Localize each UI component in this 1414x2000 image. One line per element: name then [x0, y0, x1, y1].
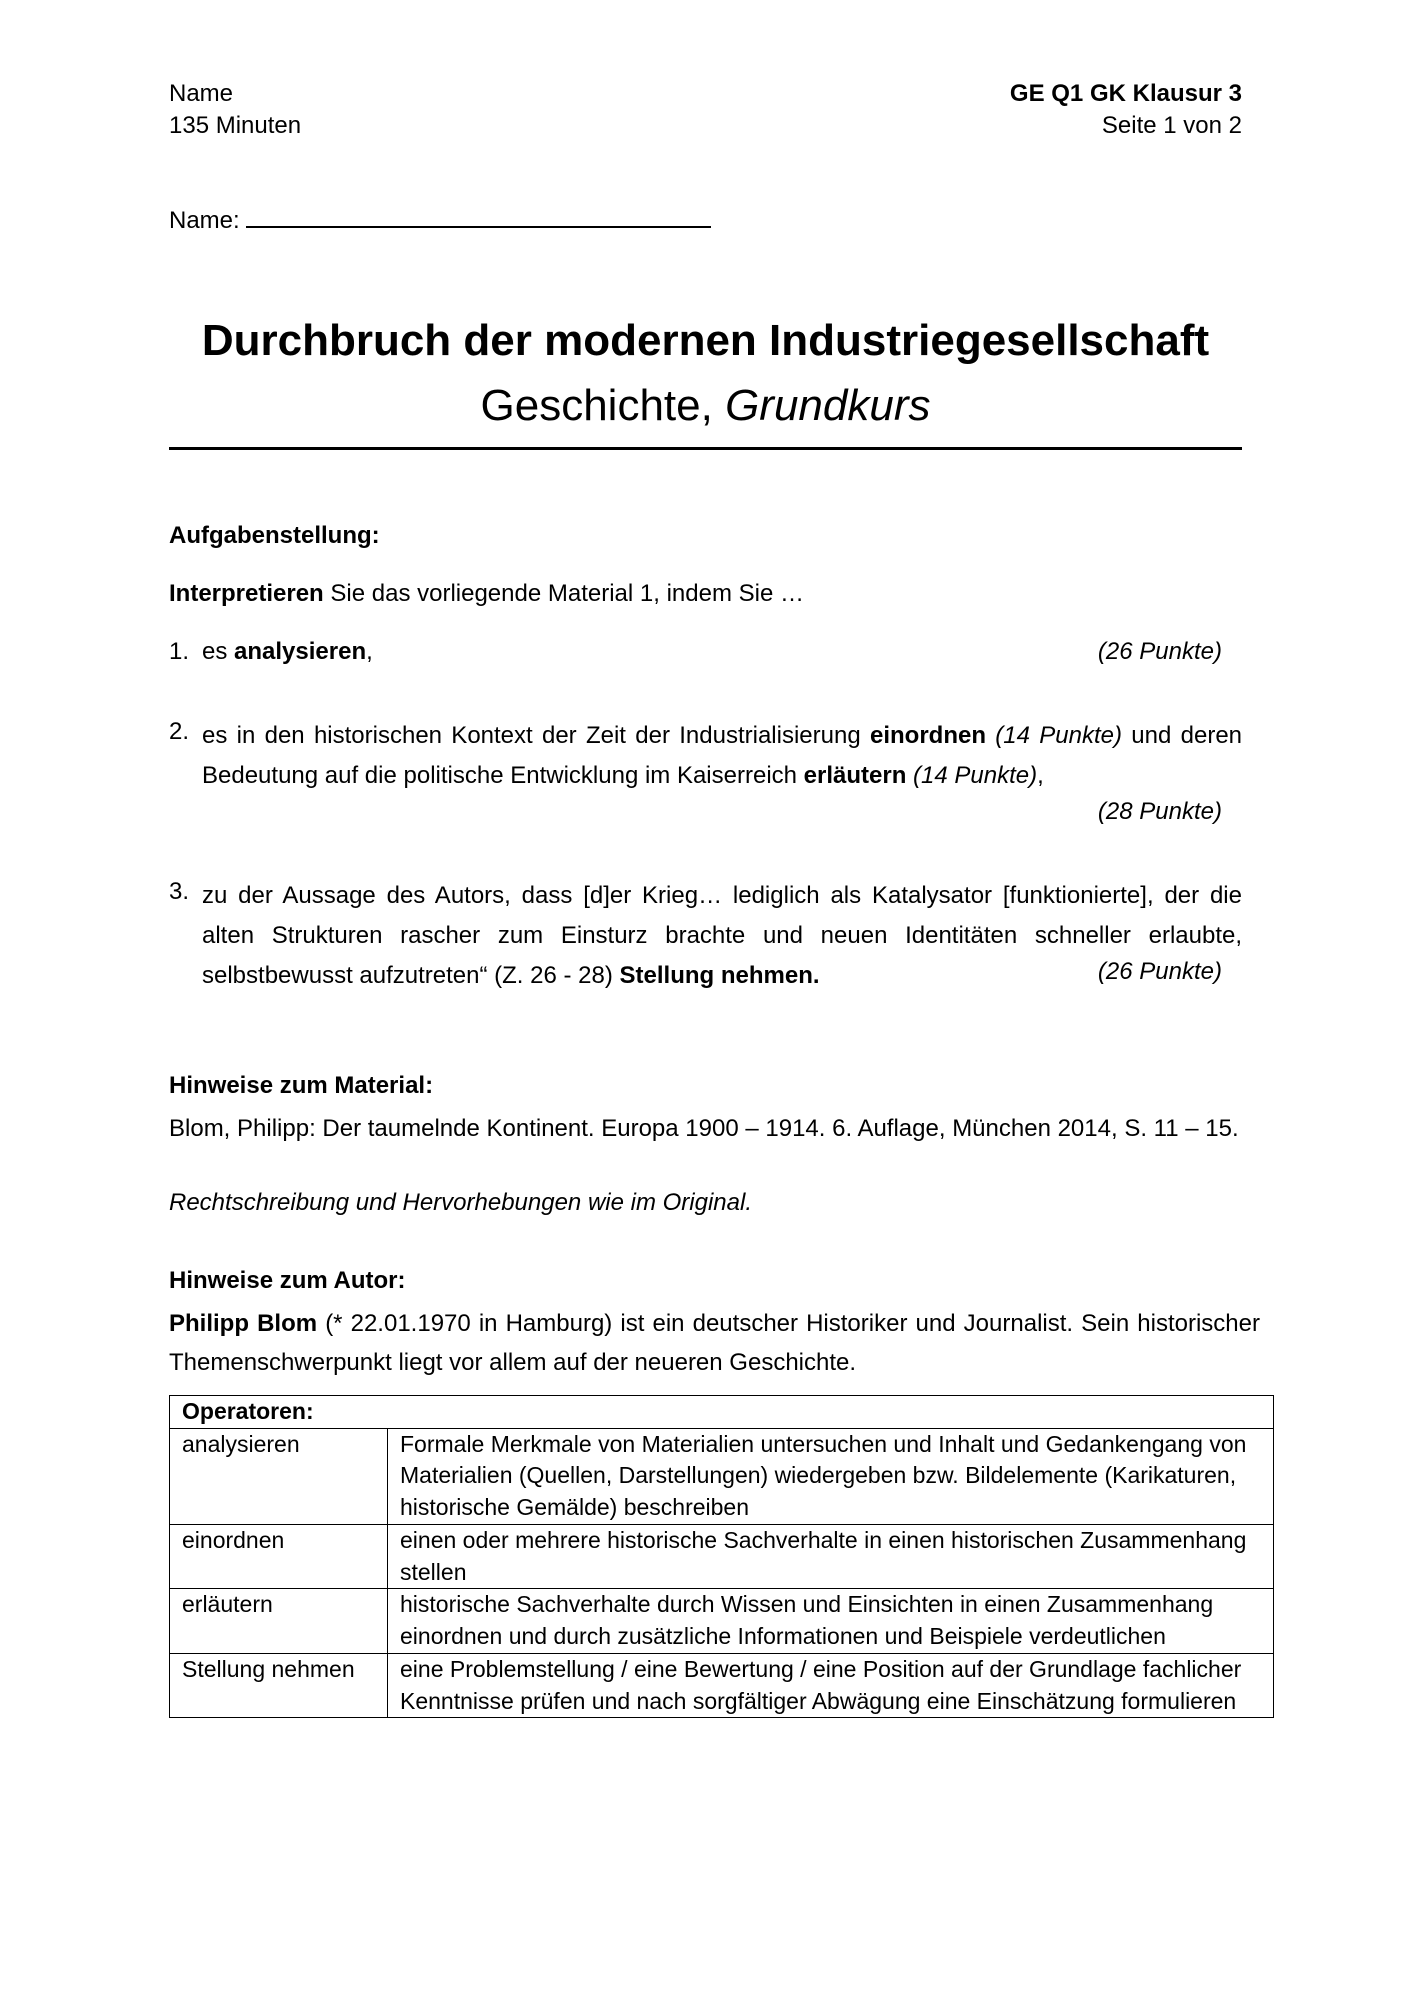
task-intro-operator: Interpretieren: [169, 580, 324, 607]
operator-term: erläutern: [170, 1589, 388, 1653]
exam-page: [169, 0, 1260, 2000]
header-duration: 135 Minuten: [169, 112, 302, 139]
task-1-operator: analysieren: [234, 638, 367, 665]
operator-term: Stellung nehmen: [170, 1653, 388, 1717]
subtitle-subject: Geschichte,: [480, 381, 726, 430]
author-name: Philipp Blom: [169, 1310, 318, 1337]
task-1-number: 1.: [169, 638, 190, 665]
task-2-subpoints-1: (14 Punkte): [986, 722, 1122, 749]
task-3-text-a: zu der Aussage des Autors, dass [d]er Krieg… lediglich als Katalysator [funktionierte], der die alten Strukturen rascher zum Einsturz brachte und neuen Identitäten schneller erlaubte, selbstbewusst aufzutreten“ (Z. 26 - 28): [202, 882, 1242, 989]
task-1-text: [202, 636, 1222, 668]
student-name-field: [169, 204, 711, 237]
operators-table-header-row: [170, 1396, 1274, 1429]
document-title: Durchbruch der modernen Industriegesellschaft: [201, 316, 1210, 365]
task-2-operator-1: einordnen: [869, 722, 986, 749]
table-row: [170, 1653, 1274, 1717]
author-description: [169, 1304, 1260, 1382]
material-note: Rechtschreibung und Hervorhebungen wie im Original.: [169, 1189, 752, 1216]
header-name-label: Name: [169, 80, 234, 107]
task-1-text-a: es: [202, 638, 235, 665]
name-blank-line[interactable]: [246, 204, 711, 228]
material-heading: Hinweise zum Material:: [169, 1072, 434, 1099]
task-2-operator-2: erläutern: [803, 762, 907, 789]
operators-table-heading: Operatoren:: [170, 1396, 1274, 1429]
header-page-number: Seite 1 von 2: [1101, 112, 1242, 139]
task-2: [169, 716, 1243, 825]
operators-table: [169, 1395, 1274, 1718]
task-intro: [169, 578, 1242, 610]
task-3-number: 3.: [169, 878, 190, 905]
operator-definition: eine Problemstellung / eine Bewertung / eine Position auf der Grundlage fachlicher Kenntnisse prüfen und nach sorgfältiger Abwägung eine Einschätzung formulieren: [388, 1653, 1274, 1717]
author-text: (* 22.01.1970 in Hamburg) ist ein deutscher Historiker und Journalist. Sein historischer Themenschwerpunkt liegt vor allem auf der neueren Geschichte.: [169, 1310, 1260, 1376]
task-2-points: (28 Punkte): [1097, 798, 1222, 825]
task-heading: Aufgabenstellung:: [169, 522, 380, 549]
operator-term: analysieren: [170, 1428, 388, 1524]
task-1-text-c: ,: [366, 638, 373, 665]
task-3-points: (26 Punkte): [1097, 958, 1222, 985]
task-2-number: 2.: [169, 718, 190, 745]
operator-definition: historische Sachverhalte durch Wissen und Einsichten in einen Zusammenhang einordnen und durch zusätzliche Informationen und Beispiele verdeutlichen: [388, 1589, 1274, 1653]
title-divider: [169, 447, 1242, 450]
operator-definition: einen oder mehrere historische Sachverhalte in einen historischen Zusammenhang stellen: [388, 1524, 1274, 1588]
table-row: [170, 1428, 1274, 1524]
task-3-text: [202, 876, 1242, 996]
table-row: [170, 1589, 1274, 1653]
task-2-text-g: ,: [1037, 762, 1044, 789]
task-3: [169, 876, 1242, 996]
header-course-id: GE Q1 GK Klausur 3: [1009, 80, 1242, 107]
task-1: [169, 636, 1222, 668]
task-2-text-a: es in den historischen Kontext der Zeit der Industrialisierung: [202, 722, 870, 749]
table-row: [170, 1524, 1274, 1588]
task-3-operator: Stellung nehmen.: [619, 962, 820, 989]
task-2-subpoints-2: (14 Punkte): [906, 762, 1038, 789]
name-field-label: Name:: [169, 207, 240, 234]
operator-term: einordnen: [170, 1524, 388, 1588]
task-2-text: [202, 716, 1242, 796]
task-2-text-d: und deren Bedeutung auf die politische Entwicklung im Kaiserreich: [202, 722, 1243, 789]
task-1-points: (26 Punkte): [1097, 638, 1222, 665]
subtitle-course-type: Grundkurs: [725, 381, 931, 430]
material-source: Blom, Philipp: Der taumelnde Kontinent. Europa 1900 – 1914. 6. Auflage, München 2014, S. 11 – 15.: [169, 1115, 1239, 1142]
operator-definition: Formale Merkmale von Materialien untersuchen und Inhalt und Gedankengang von Materialien (Quellen, Darstellungen) wiedergeben bzw. Bildelemente (Karikaturen, historische Gemälde) beschreiben: [388, 1428, 1274, 1524]
author-heading: Hinweise zum Autor:: [169, 1267, 406, 1294]
document-subtitle: [169, 380, 1242, 433]
task-intro-text: Sie das vorliegende Material 1, indem Sie …: [323, 580, 804, 607]
